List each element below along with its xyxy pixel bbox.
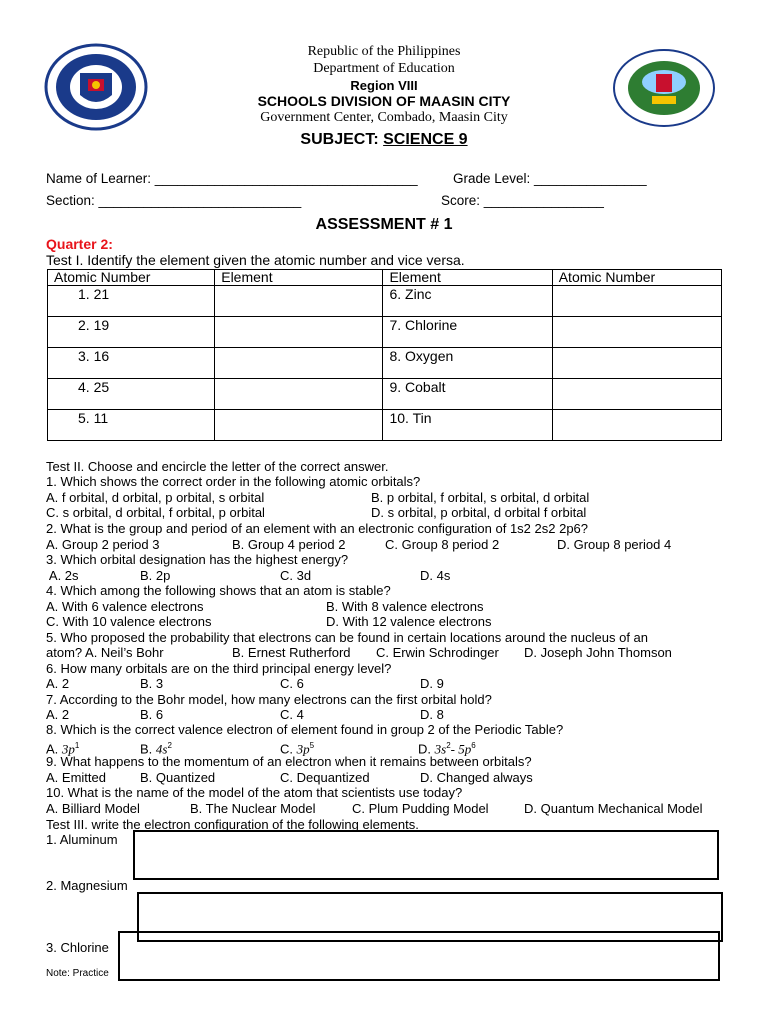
element-cell: 10. Tin <box>383 410 552 441</box>
question-6: 6. How many orbitals are on the third principal energy level? <box>46 661 392 676</box>
q3-option-b[interactable]: B. 2p <box>140 568 171 583</box>
orbital-notation: - 5p <box>450 741 472 757</box>
header-element: Element <box>215 270 383 286</box>
section-field[interactable]: Section: ___________________________ <box>46 193 302 208</box>
table-row <box>48 286 722 317</box>
test3-item-chlorine: 3. Chlorine <box>46 940 109 955</box>
assessment-title: ASSESSMENT # 1 <box>315 216 453 233</box>
grade-field[interactable]: Grade Level: _______________ <box>453 171 647 186</box>
atomic-number-cell: 1. 21 <box>48 286 215 317</box>
option-letter: D. <box>418 741 435 757</box>
q9-option-d[interactable]: D. Changed always <box>420 770 533 785</box>
answer-cell[interactable] <box>552 348 721 379</box>
superscript: 2 <box>446 741 451 750</box>
q9-option-b[interactable]: B. Quantized <box>140 770 216 785</box>
orbital-notation: 3p <box>296 741 310 757</box>
question-7: 7. According to the Bohr model, how many electrons can the first orbital hold? <box>46 692 492 707</box>
header-atomic-number: Atomic Number <box>48 270 215 286</box>
q5-option-d[interactable]: D. Joseph John Thomson <box>524 645 672 660</box>
option-letter: C. <box>280 741 297 757</box>
q10-option-b[interactable]: B. The Nuclear Model <box>190 801 316 816</box>
q3-option-a[interactable]: A. 2s <box>46 568 79 583</box>
option-letter: A. <box>46 741 62 757</box>
element-cell: 6. Zinc <box>383 286 552 317</box>
q10-option-c[interactable]: C. Plum Pudding Model <box>352 801 489 816</box>
atomic-number-cell: 2. 19 <box>48 317 215 348</box>
q1-option-c[interactable]: C. s orbital, d orbital, f orbital, p orbital <box>46 505 265 520</box>
question-4: 4. Which among the following shows that an atom is stable? <box>46 583 391 598</box>
q4-option-a[interactable]: A. With 6 valence electrons <box>46 599 204 614</box>
note-text: Note: Practice <box>46 968 109 979</box>
answer-cell[interactable] <box>552 410 721 441</box>
q3-option-c[interactable]: C. 3d <box>280 568 312 583</box>
element-cell: 7. Chlorine <box>383 317 552 348</box>
header-address: Government Center, Combado, Maasin City <box>260 110 508 125</box>
header-atomic-number: Atomic Number <box>552 270 721 286</box>
table-header-row <box>48 270 722 286</box>
answer-cell[interactable] <box>552 317 721 348</box>
subject-line <box>0 131 768 149</box>
header-department: Department of Education <box>313 61 455 76</box>
answer-cell[interactable] <box>215 286 383 317</box>
q6-option-a[interactable]: A. 2 <box>46 676 70 691</box>
test1-instruction: Test I. Identify the element given the atomic number and vice versa. <box>46 252 465 268</box>
q10-option-d[interactable]: D. Quantum Mechanical Model <box>524 801 703 816</box>
table-row <box>48 410 722 441</box>
name-field[interactable]: Name of Learner: ___________________________________ <box>46 171 418 186</box>
header-element: Element <box>383 270 552 286</box>
question-8: 8. Which is the correct valence electron of element found in group 2 of the Periodic Table? <box>46 722 564 737</box>
quarter-label: Quarter 2: <box>46 236 113 252</box>
q4-option-c[interactable]: C. With 10 valence electrons <box>46 614 212 629</box>
q5-option-b[interactable]: B. Ernest Rutherford <box>232 645 351 660</box>
question-10: 10. What is the name of the model of the atom that scientists use today? <box>46 785 463 800</box>
table-row <box>48 317 722 348</box>
q2-option-c[interactable]: C. Group 8 period 2 <box>385 537 500 552</box>
q7-option-b[interactable]: B. 6 <box>140 707 164 722</box>
answer-cell[interactable] <box>552 286 721 317</box>
orbital-notation: 3s <box>434 741 447 757</box>
answer-cell[interactable] <box>215 317 383 348</box>
q6-option-b[interactable]: B. 3 <box>140 676 164 691</box>
aluminum-answer-box[interactable] <box>133 830 719 880</box>
element-cell: 8. Oxygen <box>383 348 552 379</box>
test2-instruction: Test II. Choose and encircle the letter of the correct answer. <box>46 459 389 474</box>
q1-option-d[interactable]: D. s orbital, p orbital, d orbital f orbital <box>371 505 587 520</box>
answer-cell[interactable] <box>215 379 383 410</box>
table-row <box>48 379 722 410</box>
question-2: 2. What is the group and period of an element with an electronic configuration of 1s2 2s2 2p6? <box>46 521 589 536</box>
q7-option-a[interactable]: A. 2 <box>46 707 70 722</box>
score-field[interactable]: Score: ________________ <box>441 193 604 208</box>
test3-instruction: Test III. write the electron configuration of the following elements. <box>46 817 419 832</box>
q5-option-c[interactable]: C. Erwin Schrodinger <box>376 645 499 660</box>
atomic-number-cell: 5. 11 <box>48 410 215 441</box>
element-cell: 9. Cobalt <box>383 379 552 410</box>
header-region: Region VIII <box>350 78 418 93</box>
superscript: 5 <box>309 741 315 750</box>
orbital-notation: 3p <box>61 741 75 757</box>
test1-table <box>47 269 722 441</box>
test3-item-aluminum: 1. Aluminum <box>46 832 118 847</box>
q5-option-a[interactable]: atom? A. Neil’s Bohr <box>46 645 164 660</box>
q1-option-b[interactable]: B. p orbital, f orbital, s orbital, d orbital <box>371 490 590 505</box>
question-3: 3. Which orbital designation has the highest energy? <box>46 552 349 567</box>
q6-option-d[interactable]: D. 9 <box>420 676 444 691</box>
q2-option-b[interactable]: B. Group 4 period 2 <box>232 537 346 552</box>
q4-option-d[interactable]: D. With 12 valence electrons <box>326 614 492 629</box>
q7-option-d[interactable]: D. 8 <box>420 707 444 722</box>
atomic-number-cell: 3. 16 <box>48 348 215 379</box>
q7-option-c[interactable]: C. 4 <box>280 707 304 722</box>
superscript: 1 <box>74 741 80 750</box>
q9-option-a[interactable]: A. Emitted <box>46 770 106 785</box>
answer-cell[interactable] <box>552 379 721 410</box>
q2-option-a[interactable]: A. Group 2 period 3 <box>46 537 160 552</box>
superscript: 2 <box>167 741 172 750</box>
chlorine-answer-box[interactable] <box>118 931 720 981</box>
q9-option-c[interactable]: C. Dequantized <box>280 770 370 785</box>
table-row <box>48 348 722 379</box>
superscript: 6 <box>471 741 476 750</box>
answer-cell[interactable] <box>215 348 383 379</box>
q6-option-c[interactable]: C. 6 <box>280 676 304 691</box>
q2-option-d[interactable]: D. Group 8 period 4 <box>557 537 672 552</box>
question-5: 5. Who proposed the probability that electrons can be found in certain locations around the nucleus of an <box>46 630 648 645</box>
atomic-number-cell: 4. 25 <box>48 379 215 410</box>
subject-value: SCIENCE 9 <box>383 131 468 148</box>
option-letter: B. <box>140 741 156 757</box>
q3-option-d[interactable]: D. 4s <box>420 568 451 583</box>
answer-cell[interactable] <box>215 410 383 441</box>
orbital-notation: 4s <box>155 741 168 757</box>
subject-label: SUBJECT: <box>300 131 384 148</box>
question-9: 9. What happens to the momentum of an electron when it remains between orbitals? <box>46 754 532 769</box>
header-division: SCHOOLS DIVISION OF MAASIN CITY <box>257 93 511 109</box>
test3-item-magnesium: 2. Magnesium <box>46 878 128 893</box>
q1-option-a[interactable]: A. f orbital, d orbital, p orbital, s orbital <box>46 490 265 505</box>
q10-option-a[interactable]: A. Billiard Model <box>46 801 140 816</box>
question-1: 1. Which shows the correct order in the following atomic orbitals? <box>46 474 421 489</box>
q4-option-b[interactable]: B. With 8 valence electrons <box>326 599 484 614</box>
header-republic: Republic of the Philippines <box>307 44 461 59</box>
